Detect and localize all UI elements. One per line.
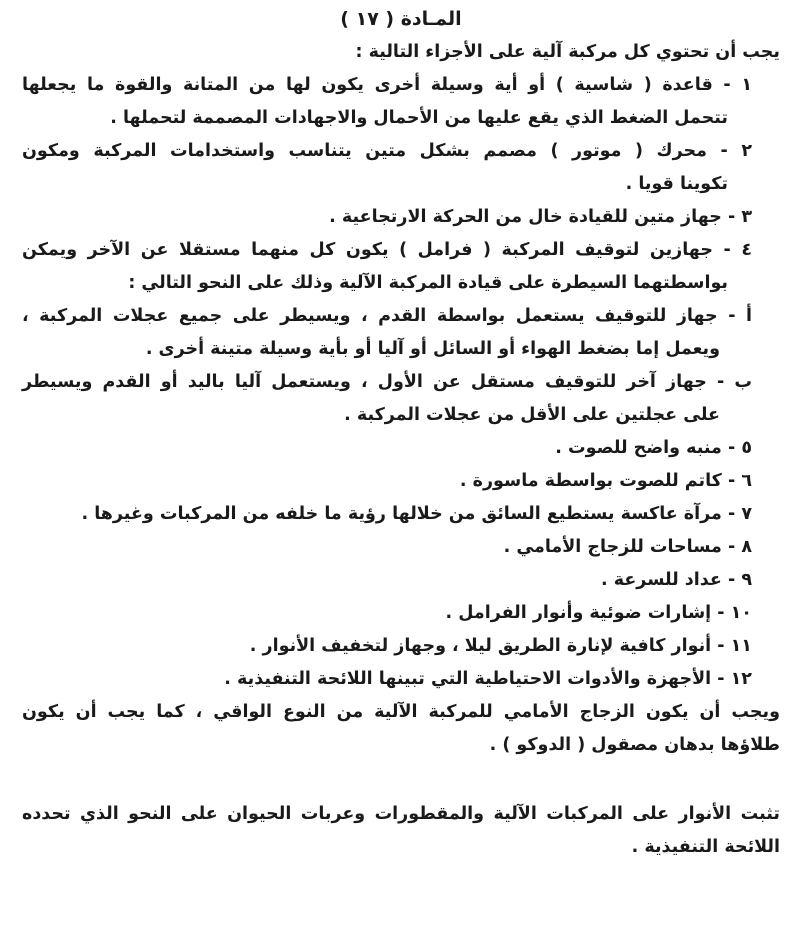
list-item-10: ١٠ - إشارات ضوئية وأنوار الفرامل . (445, 603, 752, 623)
sub-item-line: أ - جهاز للتوقيف يستعمل بواسطة القدم ، ويسيطر على جميع عجلات المركبة ، (22, 306, 752, 326)
list-item-4 (22, 234, 780, 432)
closing-line: ويجب أن يكون الزجاج الأمامي للمركبة الآلية من النوع الواقي ، كما يجب أن يكون (22, 702, 780, 722)
list-item-line: ١ - قاعدة ( شاسية ) أو أية وسيلة أخرى يكون لها من المتانة والقوة ما يجعلها (22, 75, 752, 95)
list-item-line: ٣ - جهاز متين للقيادة خال من الحركة الارتجاعية . (329, 207, 752, 227)
article-title: المـادة ( ١٧ ) (340, 8, 462, 30)
list-item-5: ٥ - منبه واضح للصوت . (555, 438, 752, 458)
closing-line: طلاؤها بدهان مصقول ( الدوكو ) . (489, 735, 780, 755)
sub-item-b (22, 366, 780, 432)
list-item-11: ١١ - أنوار كافية لإنارة الطريق ليلا ، وجهاز لتخفيف الأنوار . (249, 636, 752, 656)
paragraph-gap (22, 762, 780, 798)
article-closing (22, 696, 780, 762)
sub-item-line: ب - جهاز آخر للتوقيف مستقل عن الأول ، ويستعمل آليا باليد أو القدم ويسيطر (22, 372, 752, 392)
list-item-1 (22, 69, 780, 135)
list-item-line: تكوينا قويا . (625, 174, 728, 194)
list-item-8: ٨ - مساحات للزجاج الأمامي . (503, 537, 752, 557)
list-item-line: تتحمل الضغط الذي يقع عليها من الأحمال والاجهادات المصممة لتحملها . (110, 108, 728, 128)
sub-item-line: على عجلتين على الأقل من عجلات المركبة . (344, 405, 720, 425)
sub-item-a (22, 300, 780, 366)
list-item-line: ٢ - محرك ( موتور ) مصمم بشكل متين يتناسب واستخدامات المركبة ومكون (22, 141, 752, 161)
list-item-6: ٦ - كاتم للصوت بواسطة ماسورة . (459, 471, 752, 491)
paragraph-line: اللائحة التنفيذية . (631, 837, 780, 857)
list-item-12: ١٢ - الأجهزة والأدوات الاحتياطية التي تبينها اللائحة التنفيذية . (224, 669, 752, 689)
article-intro: يجب أن تحتوي كل مركبة آلية على الأجزاء التالية : (355, 42, 780, 62)
list-item-line: ٤ - جهازين لتوقيف المركبة ( فرامل ) يكون كل منهما مستقلا عن الآخر ويمكن (22, 240, 752, 260)
sub-item-line: ويعمل إما بضغط الهواء أو السائل أو آليا أو بأية وسيلة متينة أخرى . (145, 339, 720, 359)
paragraph-line: تثبت الأنوار على المركبات الآلية والمقطورات وعربات الحيوان على النحو الذي تحدده (22, 804, 780, 824)
list-item-2 (22, 135, 780, 201)
list-item-3 (22, 201, 780, 234)
next-paragraph (22, 798, 780, 864)
list-item-7: ٧ - مرآة عاكسة يستطيع السائق من خلالها رؤية ما خلفه من المركبات وغيرها . (81, 504, 752, 524)
list-item-9: ٩ - عداد للسرعة . (601, 570, 752, 590)
list-item-line: بواسطتهما السيطرة على قيادة المركبة الآلية وذلك على النحو التالي : (128, 273, 728, 293)
